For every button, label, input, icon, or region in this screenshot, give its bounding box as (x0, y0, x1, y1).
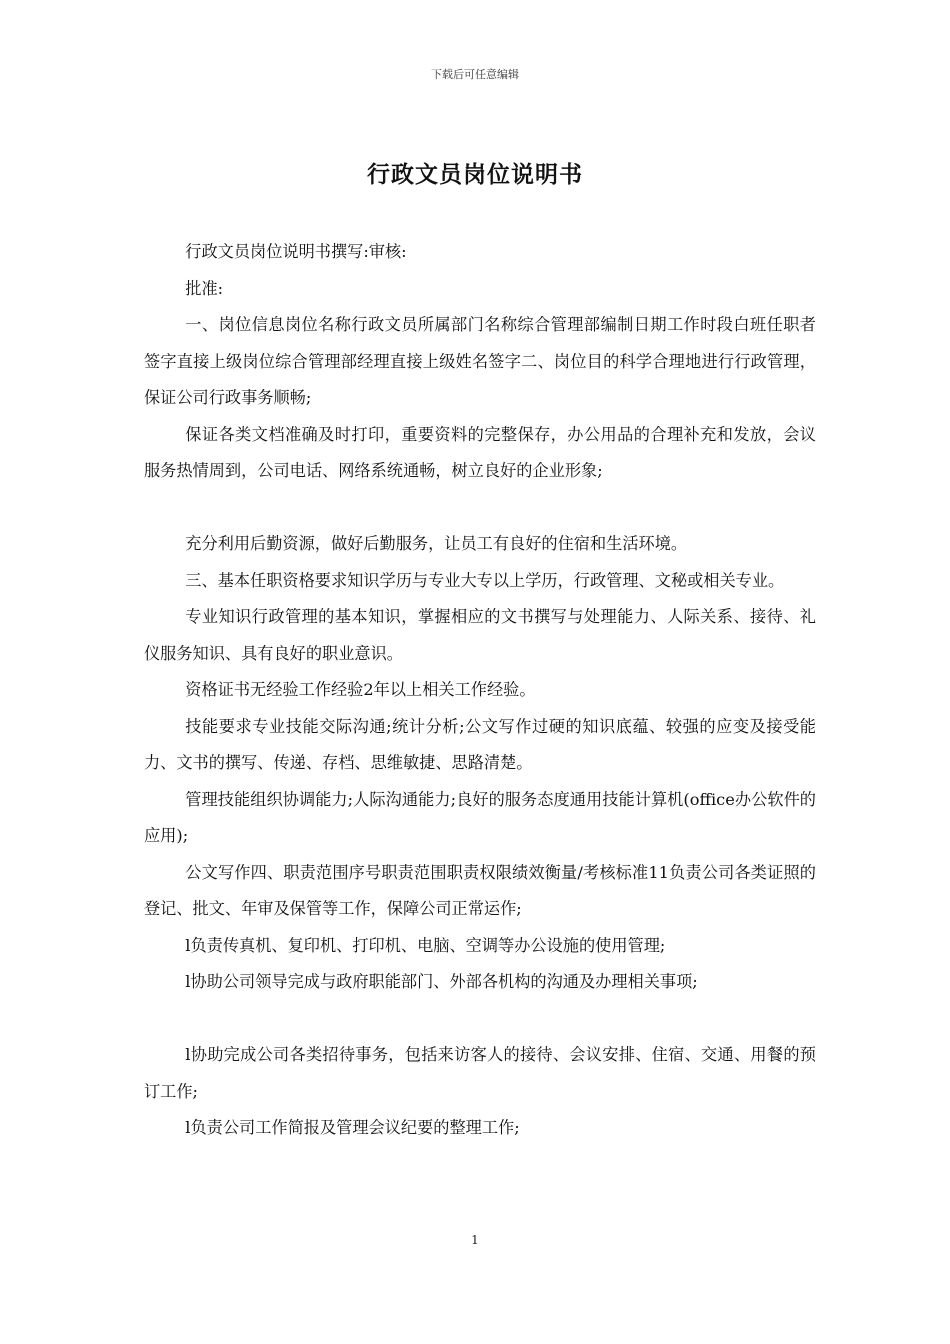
paragraph-reception: l协助完成公司各类招待事务，包括来访客人的接待、会议安排、住宿、交通、用餐的预订工作; (144, 1045, 816, 1101)
paragraph-qualifications: 三、基本任职资格要求知识学历与专业大专以上学历，行政管理、文秘或相关专业。 (185, 570, 785, 590)
paragraph-external-liaison: l协助公司领导完成与政府职能部门、外部各机构的沟通及办理相关事项; (185, 972, 698, 991)
paragraph-documents: 保证各类文档准确及时打印，重要资料的完整保存，办公用品的合理补充和发放，会议服务热情周到，公司电话、网络系统通畅，树立良好的企业形象; (144, 424, 816, 480)
paragraph-job-info: 一、岗位信息岗位名称行政文员所属部门名称综合管理部编制日期工作时段白班任职者签字直接上级岗位综合管理部经理直接上级姓名签字二、岗位目的科学合理地进行行政管理，保证公司行政事务顺畅; (144, 315, 816, 407)
document-body (144, 234, 816, 1147)
paragraph-approval: 批准: (185, 278, 224, 298)
header-note: 下载后可任意编辑 (431, 68, 519, 81)
paragraph-management-skills: 管理技能组织协调能力;人际沟通能力;良好的服务态度通用技能计算机(office办公软件的应用); (144, 789, 816, 845)
paragraph-author-review: 行政文员岗位说明书撰写:审核: (185, 242, 407, 261)
paragraph-certificates: 资格证书无经验工作经验2年以上相关工作经验。 (185, 680, 536, 699)
paragraph-briefings: l负责公司工作简报及管理会议纪要的整理工作; (185, 1118, 520, 1137)
paragraph-office-equipment: l负责传真机、复印机、打印机、电脑、空调等办公设施的使用管理; (185, 935, 666, 955)
paragraph-skills: 技能要求专业技能交际沟通;统计分析;公文写作过硬的知识底蕴、较强的应变及接受能力、文书的撰写、传递、存档、思维敏捷、思路清楚。 (144, 716, 816, 772)
document-title: 行政文员岗位说明书 (367, 161, 583, 188)
paragraph-logistics: 充分利用后勤资源，做好后勤服务，让员工有良好的住宿和生活环境。 (185, 534, 688, 553)
page-number: 1 (471, 1233, 479, 1247)
paragraph-professional-knowledge: 专业知识行政管理的基本知识，掌握相应的文书撰写与处理能力、人际关系、接待、礼仪服务知识、具有良好的职业意识。 (144, 607, 816, 663)
paragraph-responsibilities: 公文写作四、职责范围序号职责范围职责权限绩效衡量/考核标准11负责公司各类证照的登记、批文、年审及保管等工作，保障公司正常运作; (144, 862, 816, 918)
